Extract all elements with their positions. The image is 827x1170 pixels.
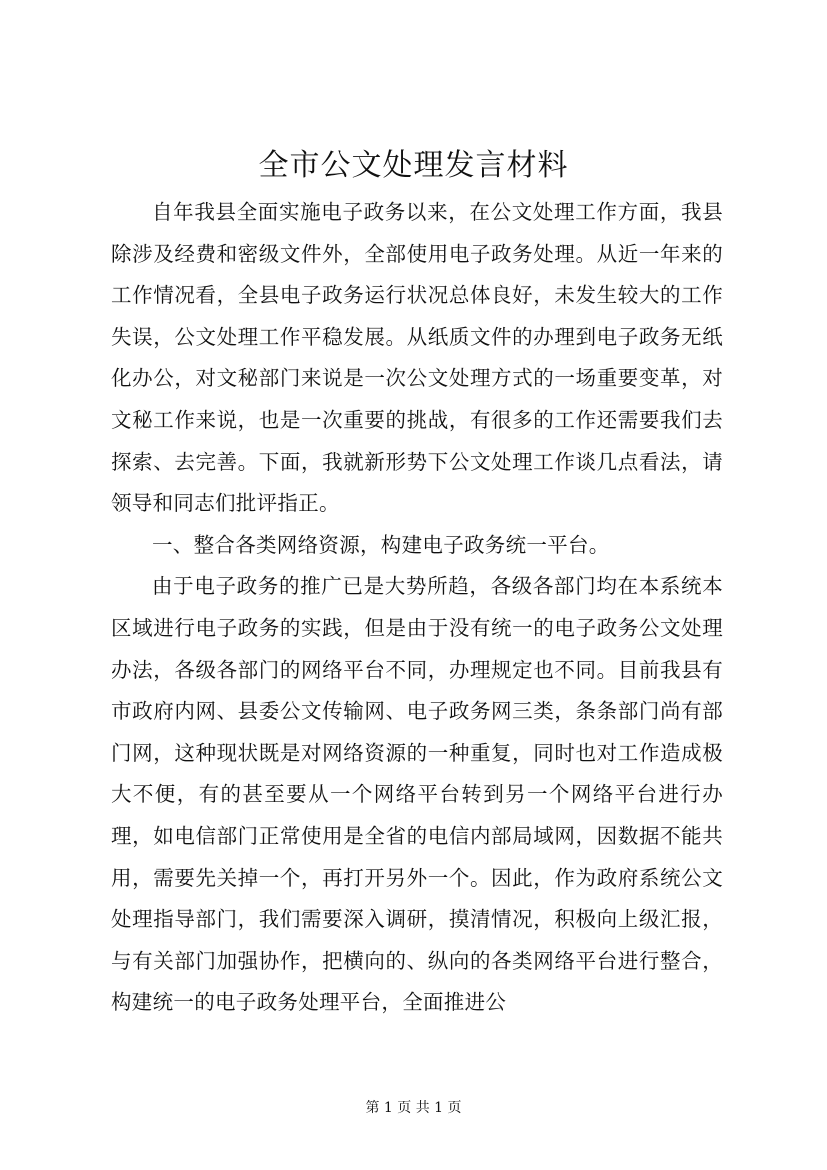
paragraph-section-1: 由于电子政务的推广已是大势所趋，各级各部门均在本系统本区域进行电子政务的实践，但是由于没有统一的电子政务公文处理办法，各级各部门的网络平台不同，办理规定也不同。目前我县有市政府内网、县委公文传输网、电子政务网三类，条条部门尚有部门网，这种现状既是对网络资源的一种重复，同时也对工作造成极大不便，有的甚至要从一个网络平台转到另一个网络平台进行办理，如电信部门正常使用是全省的电信内部局域网，因数据不能共用，需要先关掉一个，再打开另外一个。因此，作为政府系统公文处理指导部门，我们需要深入调研，摸清情况，积极向上级汇报，与有关部门加强协作，把横向的、纵向的各类网络平台进行整合，构建统一的电子政务处理平台，全面推进公 [111,574,723,1015]
document-body [111,192,723,1024]
document-title: 全市公文处理发言材料 [258,148,569,183]
section-heading-1: 一、整合各类网络资源，构建电子政务统一平台。 [152,532,610,557]
page-footer: 第 1 页 共 1 页 [365,1100,462,1116]
paragraph-intro: 自年我县全面实施电子政务以来，在公文处理工作方面，我县除涉及经费和密级文件外，全部使用电子政务处理。从近一年来的工作情况看，全县电子政务运行状况总体良好，未发生较大的工作失误，公文处理工作平稳发展。从纸质文件的办理到电子政务无纸化办公，对文秘部门来说是一次公文处理方式的一场重要变革，对文秘工作来说，也是一次重要的挑战，有很多的工作还需要我们去探索、去完善。下面，我就新形势下公文处理工作谈几点看法，请领导和同志们批评指正。 [111,200,723,516]
